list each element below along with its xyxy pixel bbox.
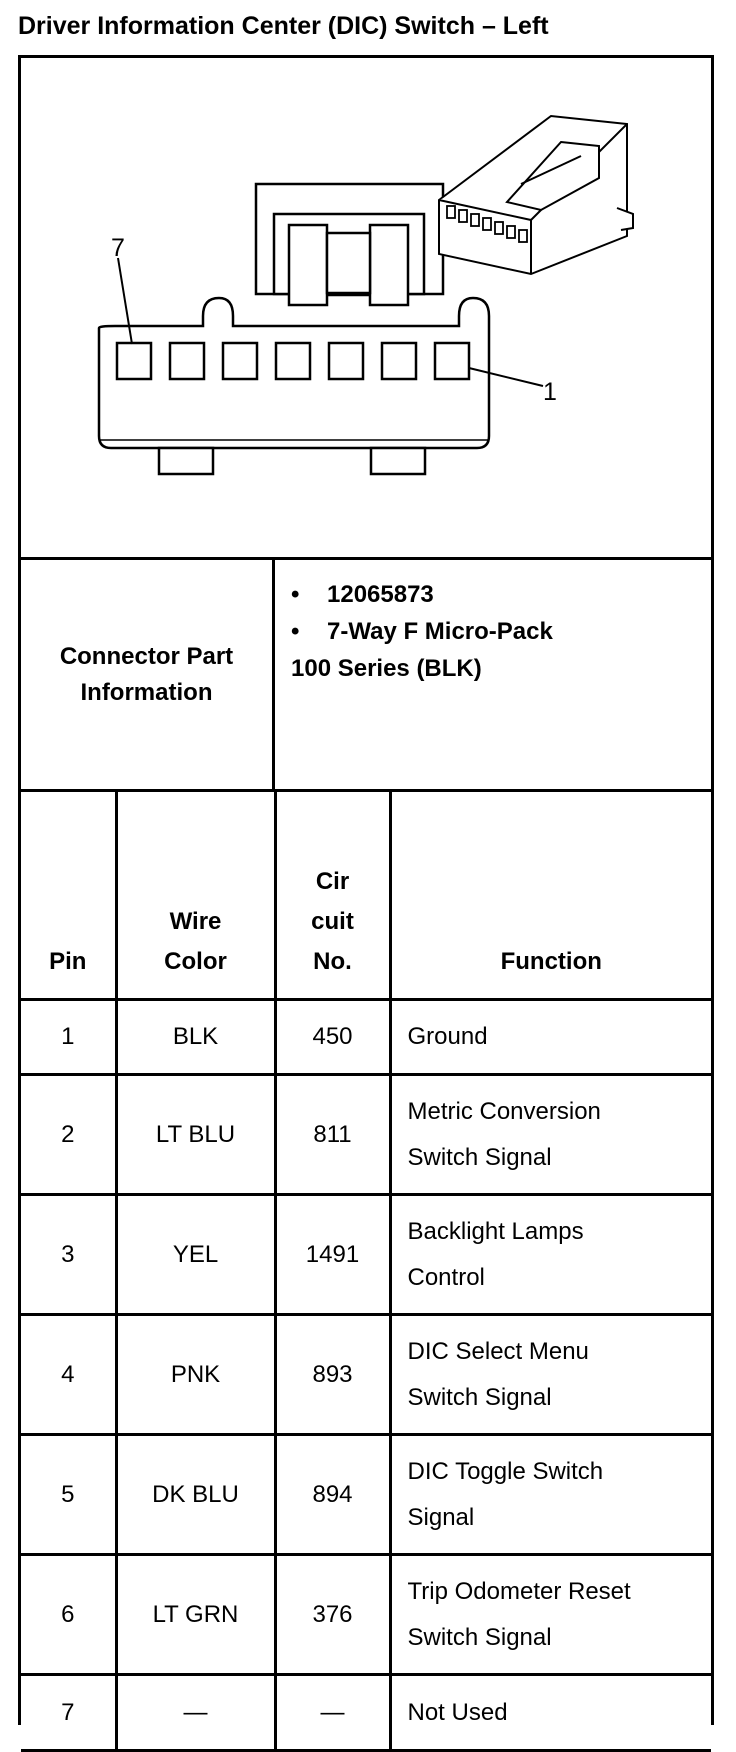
bottom-tab-right xyxy=(371,448,425,474)
connector-description: 7-Way F Micro-Pack xyxy=(327,618,553,645)
connector-latch xyxy=(256,184,443,305)
pin-cell: 1 xyxy=(21,1000,116,1075)
pin-cavity-2 xyxy=(382,343,416,379)
pin-cell: 7 xyxy=(21,1675,116,1751)
function-cell: DIC Select Menu Switch Signal xyxy=(390,1315,711,1435)
function-cell: Metric Conversion Switch Signal xyxy=(390,1075,711,1195)
circuit-cell: — xyxy=(275,1675,390,1751)
function-cell: Not Used xyxy=(390,1675,711,1751)
connector-part-info-label xyxy=(21,560,275,789)
function-cell: Trip Odometer Reset Switch Signal xyxy=(390,1555,711,1675)
connector-diagram xyxy=(21,58,711,560)
circuit-cell: 450 xyxy=(275,1000,390,1075)
function-cell: Ground xyxy=(390,1000,711,1075)
table-row xyxy=(21,1675,711,1751)
circuit-cell: 811 xyxy=(275,1075,390,1195)
header-wire-color: Wire Color xyxy=(116,792,275,1000)
pin-cell: 5 xyxy=(21,1435,116,1555)
bullet-icon: • xyxy=(291,618,300,645)
part-number: 12065873 xyxy=(327,581,434,608)
info-label-line-1: Connector Part xyxy=(59,642,234,670)
pin-cell: 2 xyxy=(21,1075,116,1195)
circuit-cell: 1491 xyxy=(275,1195,390,1315)
table-header-row xyxy=(21,792,711,1000)
table-row xyxy=(21,1435,711,1555)
wire-color-cell: BLK xyxy=(116,1000,275,1075)
pin-cavity-5 xyxy=(223,343,257,379)
table-row xyxy=(21,1315,711,1435)
connector-document xyxy=(18,55,714,1725)
info-label-line-2: Information xyxy=(80,678,213,706)
table-row xyxy=(21,1075,711,1195)
table-row xyxy=(21,1000,711,1075)
wire-color-cell: YEL xyxy=(116,1195,275,1315)
pin-1-label: 1 xyxy=(543,378,557,406)
circuit-cell: 894 xyxy=(275,1435,390,1555)
bottom-tab-left xyxy=(159,448,213,474)
connector-part-info-value xyxy=(275,560,711,789)
circuit-cell: 376 xyxy=(275,1555,390,1675)
pin-cavity-1 xyxy=(435,343,469,379)
function-cell: DIC Toggle Switch Signal xyxy=(390,1435,711,1555)
pin-cell: 4 xyxy=(21,1315,116,1435)
connector-face-drawing xyxy=(21,58,711,557)
connector-isometric-view xyxy=(439,116,633,274)
header-function: Function xyxy=(390,792,711,1000)
pin-cavity-7 xyxy=(117,343,151,379)
pin-cavity-3 xyxy=(329,343,363,379)
table-row xyxy=(21,1195,711,1315)
bullet-icon: • xyxy=(291,581,300,608)
pin-cavity-6 xyxy=(170,343,204,379)
pinout-table xyxy=(21,792,711,1752)
function-cell: Backlight Lamps Control xyxy=(390,1195,711,1315)
pin-cell: 3 xyxy=(21,1195,116,1315)
pin-cavity-4 xyxy=(276,343,310,379)
connector-series: 100 Series (BLK) xyxy=(291,655,482,682)
wire-color-cell: PNK xyxy=(116,1315,275,1435)
page-title: Driver Information Center (DIC) Switch – Left xyxy=(18,12,549,40)
pin-7-label: 7 xyxy=(111,234,125,262)
pin-cell: 6 xyxy=(21,1555,116,1675)
connector-part-info-row xyxy=(21,560,711,792)
wire-color-cell: DK BLU xyxy=(116,1435,275,1555)
wire-color-cell: LT BLU xyxy=(116,1075,275,1195)
header-pin: Pin xyxy=(21,792,116,1000)
table-row xyxy=(21,1555,711,1675)
circuit-cell: 893 xyxy=(275,1315,390,1435)
wire-color-cell: — xyxy=(116,1675,275,1751)
header-circuit-no: Cir cuit No. xyxy=(275,792,390,1000)
wire-color-cell: LT GRN xyxy=(116,1555,275,1675)
